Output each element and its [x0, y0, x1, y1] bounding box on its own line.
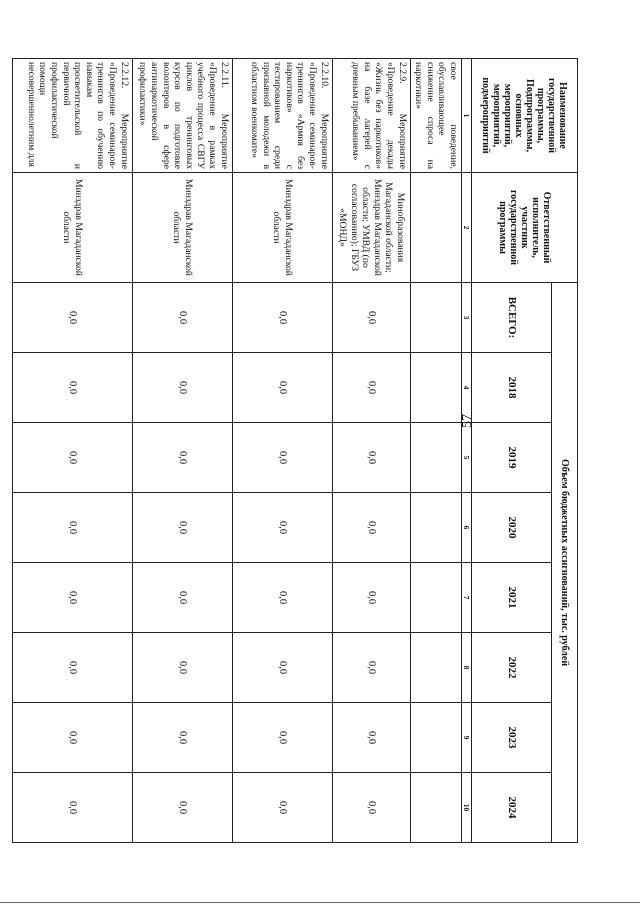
program-name: 2.2.12. Мероприятие «Проведение семинаров-тренингов по обучению навыкам просветительской и первичной профилактической помощи несовершеннолетним для [12, 59, 132, 173]
year-value: 0,0 [232, 353, 332, 423]
year-value: 0,0 [332, 563, 410, 633]
header-year-2024: 2024 [472, 773, 552, 843]
year-value: 0,0 [12, 703, 132, 773]
total-value: 0,0 [132, 283, 232, 353]
year-value [410, 703, 461, 773]
header-program-name: Наименование государственной программы, Подпрограммы, основных мероприятий, мероприятий, подмероприятий [472, 59, 578, 173]
year-value: 0,0 [332, 773, 410, 843]
year-value: 0,0 [132, 493, 232, 563]
column-number: 2 [462, 173, 472, 283]
header-year-2020: 2020 [472, 493, 552, 563]
year-value: 0,0 [12, 633, 132, 703]
executor: Минобразования Магаданской области; Минздрав Магаданской области; УМВД (по согласованию); ГБУЗ «МОНД» [332, 173, 410, 283]
year-value: 0,0 [12, 493, 132, 563]
column-number: 9 [462, 703, 472, 773]
header-year-2023: 2023 [472, 703, 552, 773]
year-value: 0,0 [232, 773, 332, 843]
year-value: 0,0 [332, 423, 410, 493]
year-value: 0,0 [12, 423, 132, 493]
year-value: 0,0 [332, 493, 410, 563]
total-value: 0,0 [12, 283, 132, 353]
header-year-2018: 2018 [472, 353, 552, 423]
executor: Минздрав Магаданской области [232, 173, 332, 283]
bottom-rule [0, 902, 640, 903]
table-row [232, 59, 332, 843]
column-number: 7 [462, 563, 472, 633]
executor: Минздрав Магаданской области [132, 173, 232, 283]
year-value: 0,0 [12, 353, 132, 423]
year-value: 0,0 [232, 633, 332, 703]
total-value [410, 283, 461, 353]
table-row [410, 59, 461, 843]
year-value: 0,0 [332, 353, 410, 423]
header-year-2019: 2019 [472, 423, 552, 493]
total-value: 0,0 [332, 283, 410, 353]
year-value [410, 633, 461, 703]
year-value: 0,0 [132, 773, 232, 843]
header-executor: Ответственный исполнитель, участник государственной программы [472, 173, 578, 283]
year-value [410, 493, 461, 563]
executor: Минздрав Магаданской области [12, 173, 132, 283]
program-name: свое поведение, обуславливающее снижение спроса на наркотики» [410, 59, 461, 173]
year-value: 0,0 [132, 423, 232, 493]
table-row [12, 59, 132, 843]
header-budget: Объем бюджетных ассигнований, тыс. рублей [552, 283, 578, 843]
header-total: ВСЕГО: [472, 283, 552, 353]
program-name: 2.2.9. Мероприятие «Проведение декады «Жизнь без наркотиков» на базе лагерей с дневным пребыванием» [332, 59, 410, 173]
year-value: 0,0 [132, 563, 232, 633]
year-value [410, 353, 461, 423]
year-value [410, 423, 461, 493]
year-value: 0,0 [132, 353, 232, 423]
program-name: 2.2.11. Мероприятие «Проведение в рамках учебного процесса СВГУ циклов тренинговых курсов по подготовке волонтеров в сфере антинаркотической профилактики» [132, 59, 232, 173]
column-number: 5 [462, 423, 472, 493]
header-year-2021: 2021 [472, 563, 552, 633]
year-value: 0,0 [132, 633, 232, 703]
year-value: 0,0 [232, 703, 332, 773]
year-value: 0,0 [232, 493, 332, 563]
year-value: 0,0 [132, 703, 232, 773]
column-number: 4 [462, 353, 472, 423]
header-year-2022: 2022 [472, 633, 552, 703]
year-value [410, 773, 461, 843]
year-value: 0,0 [332, 703, 410, 773]
year-value [410, 563, 461, 633]
page-number: 57 [460, 414, 475, 428]
executor [410, 173, 461, 283]
column-number: 10 [462, 773, 472, 843]
budget-table [25, 58, 578, 842]
column-number: 6 [462, 493, 472, 563]
year-value: 0,0 [232, 563, 332, 633]
year-value: 0,0 [332, 633, 410, 703]
table-row [132, 59, 232, 843]
column-number: 1 [462, 59, 472, 173]
total-value: 0,0 [232, 283, 332, 353]
program-name: 2.2.10. Мероприятие «Проведение семинаров-тренингов «Армия без наркотиков» с тестированием среди призывной молодежи в областном военкомате» [232, 59, 332, 173]
table-row [332, 59, 410, 843]
year-value: 0,0 [12, 563, 132, 633]
year-value: 0,0 [12, 773, 132, 843]
column-number: 8 [462, 633, 472, 703]
column-number: 3 [462, 283, 472, 353]
year-value: 0,0 [232, 423, 332, 493]
